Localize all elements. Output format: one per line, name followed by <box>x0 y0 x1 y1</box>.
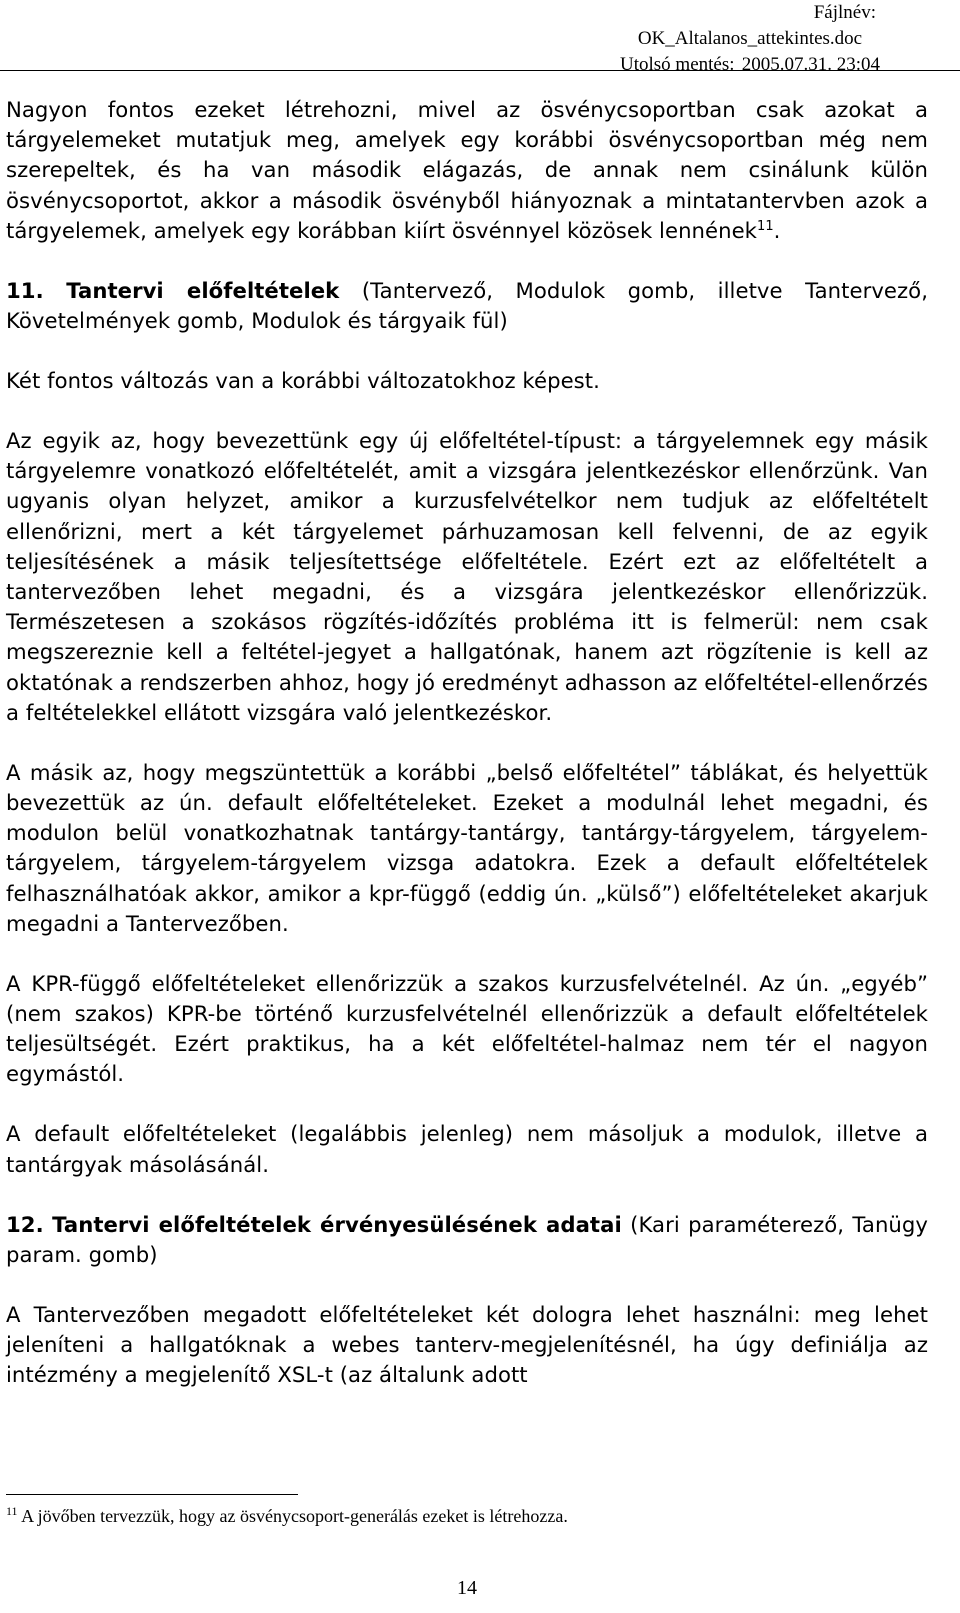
footnote-11 <box>6 1505 568 1527</box>
footnote-separator <box>6 1494 298 1495</box>
paragraph-kpr-checks: A KPR-függő előfeltételeket ellenőrizzük a szakos kurzusfelvételnél. Az ún. „egyéb” (nem szakos) KPR-be történő kurzusfelvételnél ellenőrizzük a default előfeltételek teljesültségét. Ezért praktikus, ha a két előfeltétel-halmaz nem tér el nagyon egymástól. <box>6 970 928 1087</box>
document-body <box>6 95 928 1390</box>
last-saved-value: 2005.07.31. 23:04 <box>741 54 880 75</box>
section-number-12: 12. <box>6 1211 44 1237</box>
document-header <box>620 0 880 78</box>
header-rule <box>0 70 960 71</box>
section-heading-12 <box>6 1210 928 1270</box>
footnote-text: A jövőben tervezzük, hogy az ösvénycsoport-generálás ezeket is létrehozza. <box>17 1506 568 1526</box>
section-subtitle-12: (Kari paraméterező, Tanügy param. gomb) <box>6 1211 928 1267</box>
paragraph-path-groups: Nagyon fontos ezeket létrehozni, mivel az ösvénycsoportban csak azokat a tárgyelemeket mutatjuk meg, amelyek egy korábbi ösvénycsoportban még nem szerepeltek, és ha van második elágazás, de annak nem csinálunk külön ösvénycsoportot, akkor a második ösvényből hiányoznak a mintatantervben azok a tárgyelemek, amelyek egy korábban kiírt ösvénnyel közösek lennének$^{11}$. <box>6 97 928 243</box>
section-title-11: Tantervi előfeltételek <box>66 277 340 303</box>
paragraph-copying: A default előfeltételeket (legalábbis jelenleg) nem másoljuk a modulok, illetve a tantárgyak másolásánál. <box>6 1121 928 1177</box>
section-title-12: Tantervi előfeltételek érvényesülésének adatai <box>52 1211 622 1237</box>
paragraph-default-prerequisites: A másik az, hogy megszüntettük a korábbi „belső előfeltétel” táblákat, és helyettük bevezettük az ún. default előfeltételeket. Ezeket a modulnál lehet megadni, és modulon belül vonatkozhatnak tantárgy-tantárgy, tantárgy-tárgyelem, tárgyelem-tárgyelem, tárgyelem-tárgyelem vizsga adatokra. Ezek a default előfeltételek felhasználhatóak akkor, amikor a kpr-függő (eddig ún. „külső”) előfeltételeket akarjuk megadni a Tantervezőben. <box>6 759 928 936</box>
section-subtitle-11: (Tantervező, Modulok gomb, illetve Tantervező, Követelmények gomb, Modulok és tárgyaik fül) <box>6 277 928 334</box>
paragraph-changes-intro: Két fontos változás van a korábbi változatokhoz képest. <box>6 368 600 394</box>
footnote-reference[interactable]: 11 <box>757 218 774 234</box>
paragraph-new-prerequisite-type: Az egyik az, hogy bevezettünk egy új előfeltétel-típust: a tárgyelemnek egy másik tárgyelemre vonatkozó előfeltételét, amit a vizsgára jelentkezéskor ellenőrzünk. Van ugyanis olyan helyzet, amikor a kurzusfelvételkor nem tudjuk az előfeltételt ellenőrizni, mert a két tárgyelemet párhuzamosan kell felvenni, de az egyik teljesítésének a másik teljesítettsége előfeltétele. Ezért ezt az előfeltételt a tantervezőben lehet megadni, és a vizsgára jelentkezéskor ellenőrizzük. Természetesen a szokásos rögzítés-időzítés probléma itt is felmerül: nem csak megszereznie kell a feltétel-jegyet a hallgatónak, hanem azt rögzítenie is kell az oktatónak a rendszerben ahhoz, hogy jó eredményt adhasson az előfeltétel-ellenőrzés a feltételekkel ellátott vizsgára való jelentkezéskor. <box>6 428 928 725</box>
footnote-number: 11 <box>6 1504 18 1518</box>
last-saved-row <box>620 52 880 78</box>
section-heading-11 <box>6 276 928 336</box>
last-saved-label: Utolsó mentés: <box>620 54 735 75</box>
filename-value: OK_Altalanos_attekintes.doc <box>637 28 863 49</box>
filename-label: Fájlnév: <box>813 2 876 23</box>
paragraph-usage: A Tantervezőben megadott előfeltételeket két dologra lehet használni: meg lehet jeleníteni a hallgatóknak a webes tanterv-megjelenítésnél, ha úgy definiálja az intézmény a megjelenítő XSL-t (az általunk adott <box>6 1301 928 1388</box>
page-number: 14 <box>457 1577 477 1599</box>
section-number-11: 11. <box>6 277 44 303</box>
